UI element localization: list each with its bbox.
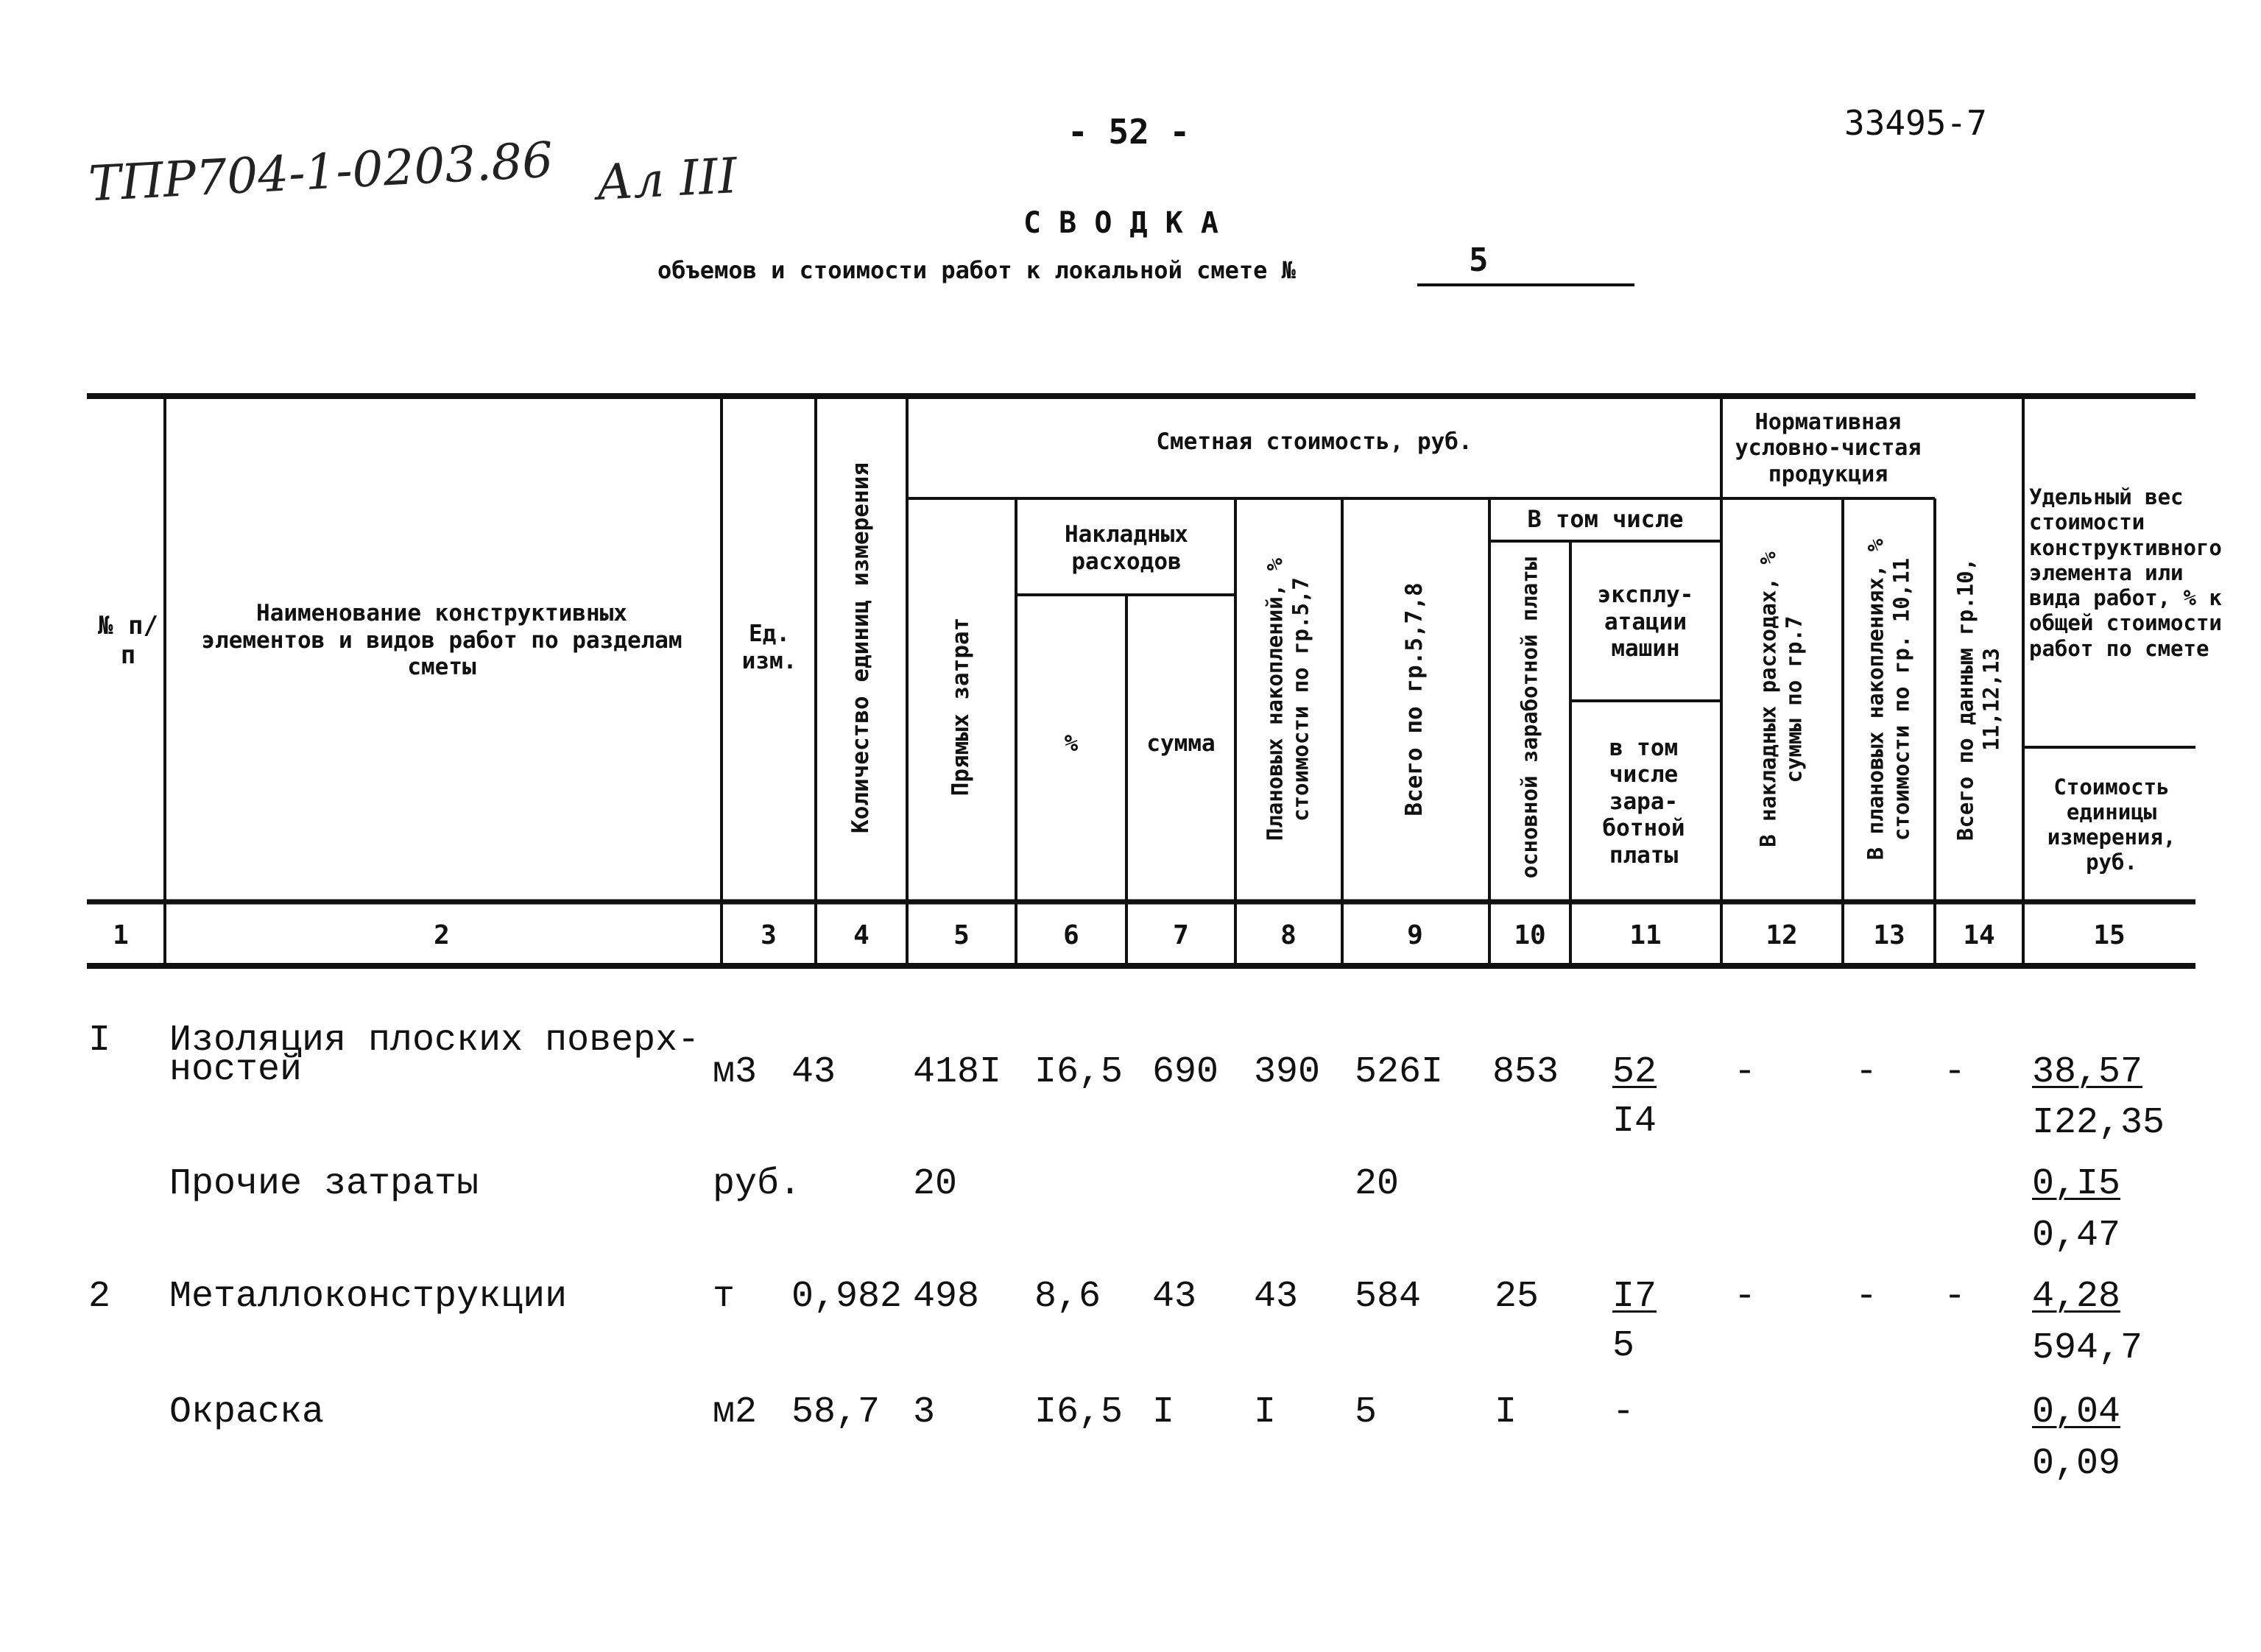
estimate-number: 5 [1469,241,1489,279]
row-total: 20 [1355,1163,1400,1205]
column-number: 4 [853,920,870,950]
row-name: Окраска [169,1391,325,1433]
header-quantity: Количество единиц измерения [847,462,875,833]
header-machine-wages: в том числе зара-ботной платы [1602,734,1685,869]
row-quantity: 43 [791,1051,836,1093]
row-overhead-percent: I6,5 [1034,1391,1124,1433]
row-name-continued: ностей [169,1049,303,1091]
row-norm-savings: - [1855,1051,1878,1093]
header-norm-total: Всего по данным гр.10, 11,12,13 [1953,557,2004,841]
row-total: 584 [1355,1276,1422,1318]
row-norm-overhead: - [1734,1276,1757,1318]
doc-number: 33495-7 [1844,103,1987,143]
column-number: 10 [1514,920,1546,950]
row-base-wages: I [1495,1391,1517,1433]
header-estimated-cost: Сметная стоимость, руб. [1156,428,1472,455]
row-direct-costs: 3 [913,1391,936,1433]
column-number: 9 [1407,920,1423,950]
row-norm-total: - [1944,1276,1967,1318]
row-machine-wages: 5 [1612,1325,1635,1367]
row-planned-savings: I [1254,1391,1277,1433]
row-specific-weight: 38,57 [2032,1051,2143,1093]
page-number: - 52 - [1068,112,1191,152]
header-unit: Ед. изм. [741,621,797,674]
row-unit: м3 [713,1051,758,1093]
header-total: Всего по гр.5,7,8 [1401,582,1428,816]
row-machine-operation: - [1612,1391,1635,1433]
column-number: 5 [953,920,970,950]
row-unit-cost: 0,09 [2032,1443,2121,1485]
column-number: 11 [1629,920,1662,950]
column-number: 13 [1873,920,1905,950]
column-number: 2 [434,920,450,950]
row-base-wages: 853 [1492,1051,1559,1093]
column-number: 8 [1280,920,1297,950]
column-number: 7 [1173,920,1189,950]
row-norm-overhead: - [1734,1051,1757,1093]
row-machine-wages: I4 [1612,1101,1657,1143]
column-number: 12 [1766,920,1798,950]
row-planned-savings: 390 [1254,1051,1321,1093]
row-overhead-sum: I [1152,1391,1175,1433]
row-direct-costs: 498 [913,1276,980,1318]
row-quantity: 0,982 [791,1276,903,1318]
header-specific-weight: Удельный вес стоимости конструктивного элемента или вида работ, % к общей стоимости работ по смете [2029,484,2222,661]
row-norm-total: - [1944,1051,1967,1093]
header-overhead-percent: % [1064,730,1079,757]
column-number: 1 [113,920,129,950]
column-number: 15 [2093,920,2126,950]
row-direct-costs: 20 [913,1163,958,1205]
row-name: Металлоконструкции [169,1276,568,1318]
row-number: 2 [88,1276,111,1318]
row-total: 526I [1355,1051,1444,1093]
row-unit: м2 [713,1391,758,1433]
column-number: 14 [1963,920,1995,950]
row-unit: т [713,1276,736,1318]
row-overhead-sum: 690 [1152,1051,1219,1093]
column-number: 6 [1063,920,1079,950]
row-name: Изоляция плоских поверх- [169,1020,700,1062]
row-norm-savings: - [1855,1276,1878,1318]
header-unit-cost: Стоимость единицы измерения, руб. [2047,774,2176,875]
row-unit-cost: 594,7 [2032,1327,2143,1369]
column-number: 3 [761,920,777,950]
row-direct-costs: 418I [913,1051,1002,1093]
row-specific-weight: 0,04 [2032,1391,2121,1433]
row-overhead-percent: I6,5 [1034,1051,1124,1093]
row-planned-savings: 43 [1254,1276,1299,1318]
row-overhead-percent: 8,6 [1034,1276,1101,1318]
row-machine-operation: I7 [1612,1276,1657,1318]
header-base-wages: основной заработной платы [1517,557,1542,879]
row-unit: руб. [713,1163,802,1205]
row-unit-cost: I22,35 [2032,1102,2165,1144]
header-row-number: № п/п [98,610,158,670]
row-unit-cost: 0,47 [2032,1215,2121,1257]
row-total: 5 [1355,1391,1378,1433]
row-specific-weight: 0,I5 [2032,1163,2121,1205]
handwritten-code: ТПР704-1-0203.86 [87,131,555,213]
header-direct-costs: Прямых затрат [948,617,975,797]
header-planned-savings: Плановых накоплений, % стоимости по гр.5,7 [1262,557,1313,841]
row-base-wages: 25 [1495,1276,1539,1318]
header-overhead-sum: сумма [1146,730,1216,757]
handwritten-album: Ал III [595,147,739,211]
row-machine-operation: 52 [1612,1051,1657,1093]
row-quantity: 58,7 [791,1391,881,1433]
row-overhead-sum: 43 [1152,1276,1197,1318]
row-name: Прочие затраты [169,1163,479,1205]
header-norm-overhead: В накладных расходах, % суммы по гр.7 [1755,551,1807,847]
header-norm-savings: В плановых накоплениях, % стоимости по гр. 10,11 [1863,538,1914,861]
row-specific-weight: 4,28 [2032,1276,2121,1318]
document-subtitle: объемов и стоимости работ к локальной смете № [657,256,1296,284]
header-normative-production: Нормативная условно-чистая продукция [1735,409,1922,487]
row-number: I [88,1020,111,1062]
document-title: С В О Д К А [1023,206,1218,240]
header-overhead: Накладных расходов [1065,521,1188,575]
header-machine-operation: эксплу-атации машин [1597,582,1694,663]
header-including: В том числе [1527,505,1684,534]
header-element-name: Наименование конструктивных элементов и видов работ по разделам сметы [201,600,682,681]
